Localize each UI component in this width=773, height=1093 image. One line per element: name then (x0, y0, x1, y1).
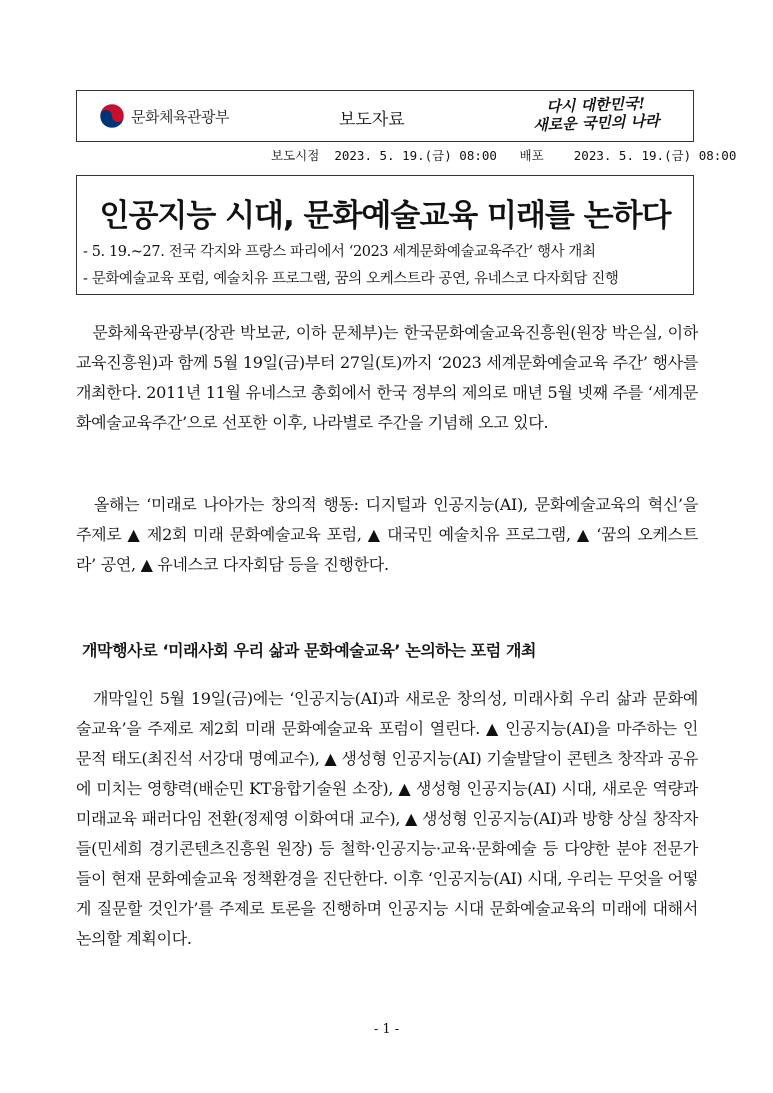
ministry-logo (99, 103, 229, 129)
section-heading: 개막행사로 ‘미래사회 우리 삶과 문화예술교육’ 논의하는 포럼 개최 (82, 641, 537, 660)
slogan (520, 93, 671, 134)
paragraph-1: 문화체육관광부(장관 박보균, 이하 문체부)는 한국문화예술교육진흥원(원장 박은실, 이하 교육진흥원)과 함께 5월 19일(금)부터 27일(토)까지 ‘2023 세계문화예술교육 주간’ 행사를 개최한다. 2011년 11월 유네스코 총회에서 한국 정부의 제의로 매년 5월 넷째 주를 ‘세계문화예술교육주간’으로 선포한 이후, 나라별로 주간을 기념해 오고 있다. (76, 323, 698, 432)
paragraph-2: 올해는 ‘미래로 나아가는 창의적 행동: 디지털과 인공지능(AI), 문화예술교육의 혁신’을 주제로 ▲ 제2회 미래 문화예술교육 포럼, ▲ 대국민 예술치유 프로그램, ▲ ‘꿈의 오케스트라’ 공연, ▲ 유네스코 다자회담 등을 진행한다. (76, 495, 698, 574)
subtitle-1: - 5. 19.~27. 전국 각지와 프랑스 파리에서 ‘2023 세계문화예술교육주간’ 행사 개최 (83, 244, 596, 260)
paragraph-3: 개막일인 5월 19일(금)에는 ‘인공지능(AI)과 새로운 창의성, 미래사회 우리 삶과 문화예술교육’을 주제로 제2회 미래 문화예술교육 포럼이 열린다. ▲ 인공지능(AI)을 마주하는 인문적 태도(최진석 서강대 명예교수), ▲ 생성형 인공지능(AI) 기술발달이 콘텐츠 창작과 공유에 미치는 영향력(배순민 KT융합기술원 소장), ▲ 생성형 인공지능(AI) 시대, 새로운 역량과 미래교육 패러다임 전환(정제영 이화여대 교수), ▲ 생성형 인공지능(AI)과 방향 상실 창작자들(민세희 경기콘텐츠진흥원 원장) 등 철학·인공지능·교육·문화예술 등 다양한 분야 전문가들이 현재 문화예술교육 정책환경을 진단한다. 이후 ‘인공지능(AI) 시대, 우리는 무엇을 어떻게 질문할 것인가’를 주제로 토론을 진행하며 인공지능 시대 문화예술교육의 미래에 대해서 논의할 계획이다. (76, 689, 698, 948)
doc-type-label: 보도자료 (339, 110, 405, 130)
main-title: 인공지능 시대, 문화예술교육 미래를 논하다 (99, 198, 671, 234)
release-time: 보도시점 2023. 5. 19.(금) 08:00 배포 2023. 5. 19.(금) 08:00 (271, 148, 737, 163)
title-box (76, 175, 694, 295)
page-number: - 1 - (373, 1022, 400, 1037)
header-box (76, 90, 694, 142)
subtitle-2: - 문화예술교육 포럼, 예술치유 프로그램, 꿈의 오케스트라 공연, 유네스코 다자회담 진행 (83, 271, 619, 287)
ministry-name: 문화체육관광부 (131, 107, 229, 126)
slogan-line-2: 새로운 국민의 나라 (532, 111, 660, 135)
slogan-line-1: 다시 대한민국! (546, 94, 646, 116)
taegeuk-icon (99, 103, 125, 129)
